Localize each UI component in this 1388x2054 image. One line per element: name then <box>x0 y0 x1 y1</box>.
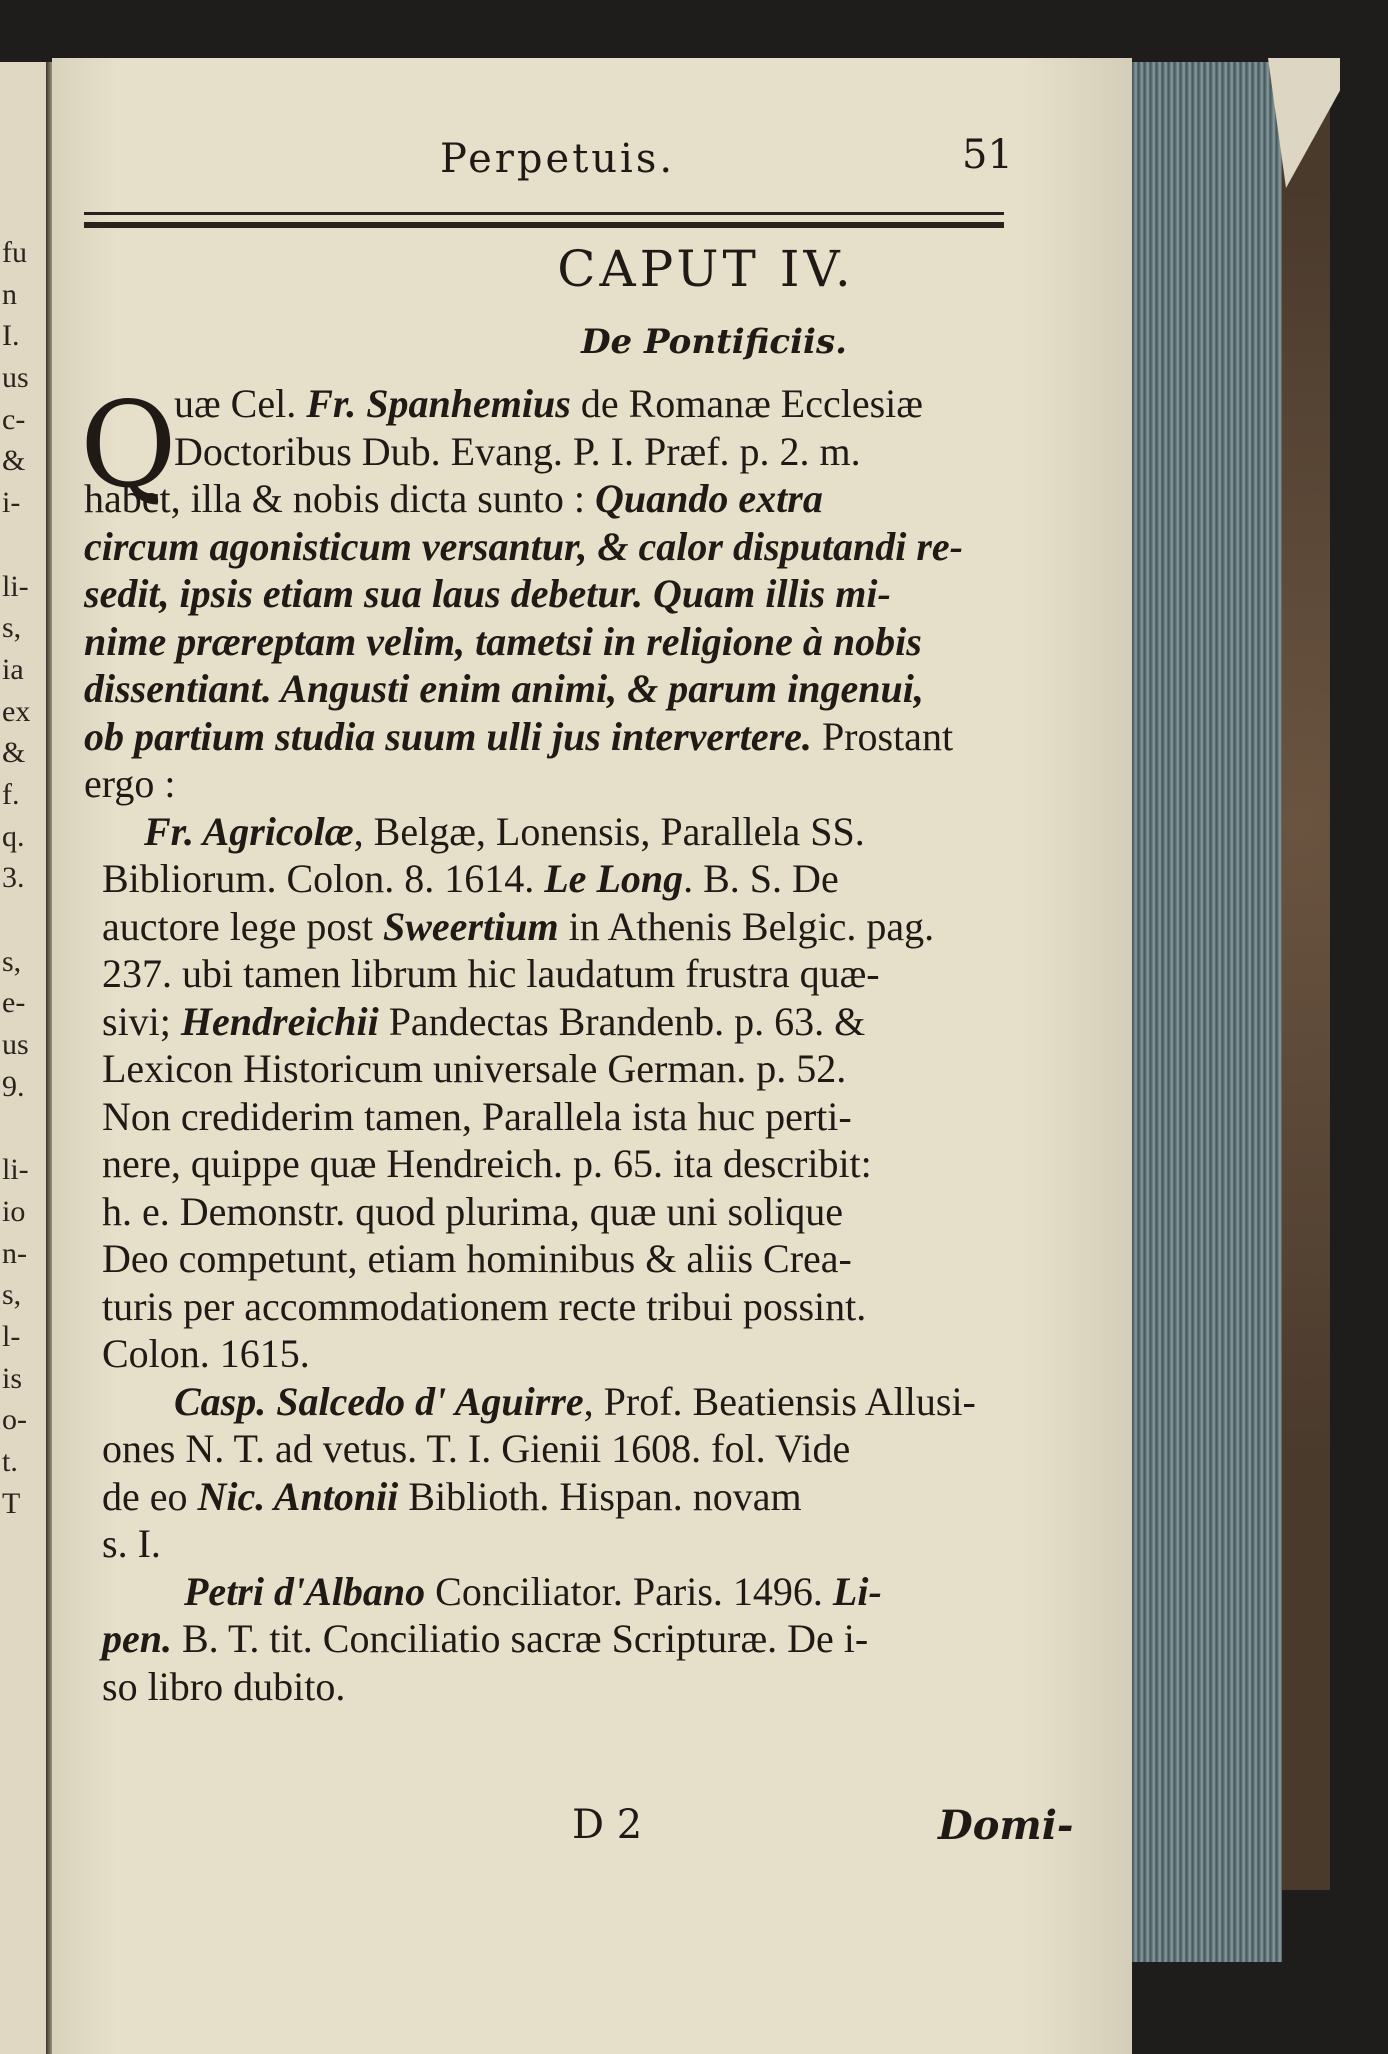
text-line <box>84 380 1039 428</box>
text-line-italic: sedit, ipsis etiam sua laus debetur. Quam illis mi- <box>84 571 891 616</box>
left-margin-fragment: & <box>2 444 26 478</box>
left-margin-fragment: us <box>2 361 29 395</box>
text-span: habet, illa & nobis dicta sunto : <box>84 476 596 521</box>
text-span: Pandectas Brandenb. p. 63. & <box>378 998 866 1044</box>
text-line: so libro dubito. <box>102 1663 346 1709</box>
left-margin-fragment <box>2 899 44 941</box>
italic-name: Sweertium <box>383 903 559 949</box>
text-line <box>84 1615 1039 1663</box>
chapter-heading: CAPUT IV. <box>557 240 855 298</box>
text-span: de eo <box>102 1473 198 1519</box>
text-line: Lexicon Historicum universale German. p. 52. <box>102 1046 847 1091</box>
left-margin-fragment: s, <box>2 1278 22 1312</box>
text-line: Colon. 1615. <box>102 1331 310 1376</box>
text-line: 237. ubi tamen librum hic laudatum frustra quæ- <box>102 951 880 996</box>
text-line <box>84 808 1039 856</box>
left-margin-fragment: ia <box>2 652 24 686</box>
text-span: in Athenis Belgic. pag. <box>558 903 935 949</box>
text-span: de Romanæ Ecclesiæ <box>570 381 923 426</box>
left-margin-fragment: 3. <box>2 861 25 895</box>
left-margin-fragment <box>2 1107 44 1149</box>
left-margin-fragment: e- <box>2 986 26 1020</box>
text-line <box>84 1473 1039 1521</box>
text-line <box>84 713 1039 761</box>
text-line <box>84 998 1039 1046</box>
text-span: Conciliator. Paris. 1496. <box>425 1568 833 1614</box>
running-head: Perpetuis. <box>440 136 676 182</box>
left-margin-fragment: q. <box>2 819 25 853</box>
text-span: uæ Cel. <box>174 381 307 426</box>
text-line: Deo competunt, etiam hominibus & aliis Crea- <box>102 1236 852 1281</box>
drop-capital: Q <box>80 376 177 514</box>
text-span: Biblioth. Hispan. novam <box>398 1473 802 1519</box>
left-margin-fragment: & <box>2 736 26 770</box>
italic-quote: Quando extra <box>595 476 823 521</box>
text-line: Non crediderim tamen, Parallela ista huc perti- <box>102 1093 852 1139</box>
left-margin-fragment: o- <box>2 1403 27 1437</box>
left-margin-fragment: n <box>2 277 17 311</box>
italic-quote: ob partium studia suum ulli jus intervertere. <box>84 713 812 759</box>
text-line: nere, quippe quæ Hendreich. p. 65. ita describit: <box>102 1141 872 1186</box>
italic-name: Petri d'Albano <box>184 1568 426 1614</box>
header-rule-thick <box>84 222 1004 228</box>
italic-name: Li- <box>832 1568 882 1614</box>
italic-name: Hendreichii <box>180 998 379 1044</box>
chapter-subtitle: De Pontificiis. <box>581 322 847 362</box>
text-span: auctore lege post <box>102 903 383 949</box>
italic-name: Fr. Spanhemius <box>306 381 571 426</box>
left-margin-fragment: f. <box>2 777 20 811</box>
left-margin-fragment: s, <box>2 944 22 978</box>
text-line: ones N. T. ad vetus. T. I. Gienii 1608. fol. Vide <box>102 1426 851 1471</box>
text-line-italic: nime præreptam velim, tametsi in religione à nobis <box>84 618 922 664</box>
text-line <box>84 1568 1039 1616</box>
text-span: , Belgæ, Lonensis, Parallela SS. <box>353 808 865 854</box>
text-line: ergo : <box>84 761 176 806</box>
italic-name: pen. <box>102 1616 172 1661</box>
text-line: turis per accommodationem recte tribui possint. <box>102 1283 867 1329</box>
left-margin-fragment: li- <box>2 569 29 603</box>
left-margin-fragment: T <box>2 1486 21 1520</box>
italic-name: Casp. Salcedo d' Aguirre <box>174 1378 584 1424</box>
italic-name: Fr. Agricolæ <box>144 808 354 854</box>
left-margin-fragment: I. <box>2 319 20 353</box>
text-line: Doctoribus Dub. Evang. P. I. Præf. p. 2. m. <box>174 428 861 474</box>
italic-name: Nic. Antonii <box>197 1473 399 1519</box>
left-margin-fragment: us <box>2 1028 29 1062</box>
left-margin-fragment: i- <box>2 486 21 520</box>
text-span: Bibliorum. Colon. 8. 1614. <box>102 856 545 901</box>
text-span: sivi; <box>102 998 181 1044</box>
body-text <box>84 380 1039 1710</box>
text-span: . B. S. De <box>683 856 839 901</box>
text-line: h. e. Demonstr. quod plurima, quæ uni solique <box>102 1188 844 1234</box>
signature-mark: D 2 <box>572 1802 643 1848</box>
left-margin-fragment: c- <box>2 402 26 436</box>
left-margin-fragment: s, <box>2 611 22 645</box>
page-number: 51 <box>962 132 1013 178</box>
text-line <box>84 1378 1039 1426</box>
text-span: B. T. tit. Conciliatio sacræ Scripturæ. De i- <box>172 1616 869 1661</box>
left-margin-fragment: l- <box>2 1319 21 1353</box>
text-line-italic: circum agonisticum versantur, & calor disputandi re- <box>84 523 964 569</box>
text-line: s. I. <box>102 1521 161 1566</box>
text-line <box>84 475 1039 523</box>
text-line-italic: dissentiant. Angusti enim animi, & parum ingenui, <box>84 666 924 711</box>
catchword: Domi- <box>938 1802 1074 1849</box>
left-page-margin-text <box>2 232 44 1524</box>
text-line <box>84 903 1039 951</box>
header-rule-thin <box>84 212 1004 215</box>
left-margin-fragment: io <box>2 1194 26 1228</box>
book-cover-edge <box>1282 110 1330 1890</box>
left-margin-fragment: fu <box>2 236 27 269</box>
left-margin-fragment: ex <box>2 694 31 728</box>
italic-name: Le Long <box>544 856 684 901</box>
left-margin-fragment: n- <box>2 1236 27 1270</box>
left-margin-fragment: t. <box>2 1444 18 1478</box>
left-margin-fragment: is <box>2 1361 23 1395</box>
left-margin-fragment <box>2 524 44 566</box>
text-span: Prostant <box>811 713 954 759</box>
left-margin-fragment: 9. <box>2 1069 25 1103</box>
left-margin-fragment: li- <box>2 1153 29 1187</box>
text-line <box>84 855 1039 903</box>
text-span: , Prof. Beatiensis Allusi- <box>583 1378 976 1424</box>
